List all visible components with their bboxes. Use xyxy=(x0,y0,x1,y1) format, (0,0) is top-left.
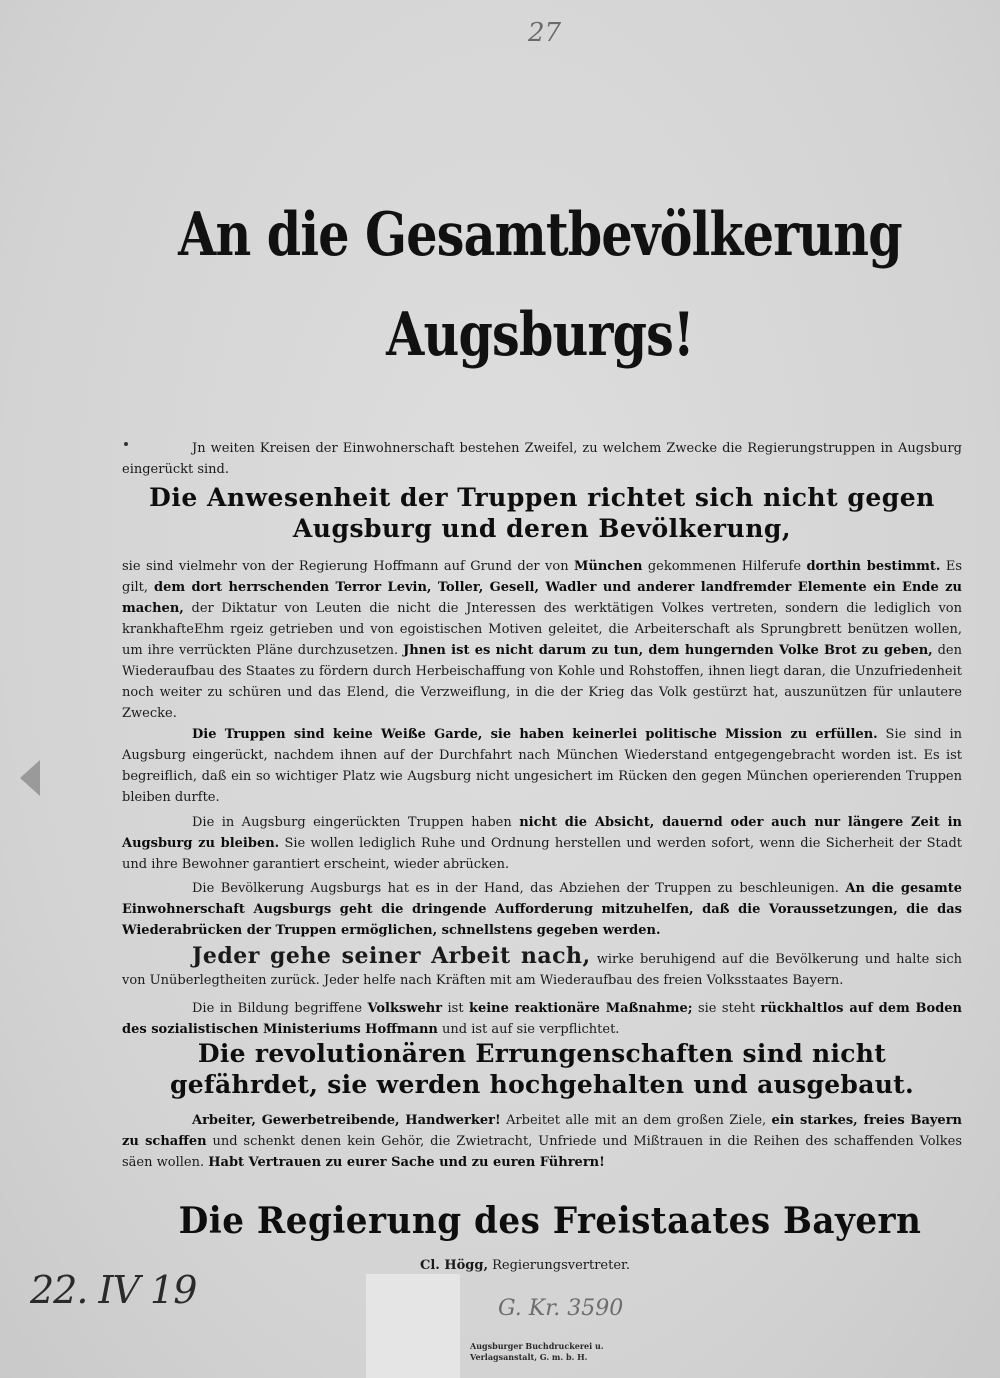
printer-line-2: Verlagsanstalt, G. m. b. H. xyxy=(470,1352,588,1362)
paper-patch xyxy=(366,1274,460,1378)
headline-achievements: Die revolutionären Errungenschaften sind nicht gefährdet, sie werden hochgehalten und ausgebaut. xyxy=(169,1039,915,1099)
paragraph-work: Jeder gehe seiner Arbeit nach, wirke beruhigend auf die Bevölkerung und halte sich von Unüberlegtheiten zurück. Jeder helfe nach Kräften mit am Wiederaufbau des freien Volksstaates Bayern. xyxy=(122,943,962,988)
archive-page-number: 27 xyxy=(528,18,562,48)
printer-line-1: Augsburger Buchdruckerei u. xyxy=(470,1341,604,1351)
paragraph-government: sie sind vielmehr von der Regierung Hoffmann auf Grund der von München gekommenen Hilferufe dorthin bestimmt. Es gilt, dem dort herrschenden Terror Levin, Toller, Gesell, Wadler und anderer landfremder Elemente ein Ende zu machen, der Diktatur von Leuten die nicht die Jnteressen des werktätigen Volkes vertreten, sondern die lediglich von krankhafteEhm rgeiz getrieben und von egoistischen Motiven geleitet, die Arbeiterschaft als Sprungbrett benützen wollen, um ihre verrückten Pläne durchzusetzen. Jhnen ist es nicht darum zu tun, dem hungernden Volke Brot zu geben, den Wiederaufbau des Staates zu fördern durch Herbeischaffung von Kohle und Rohstoffen, ihnen liegt daran, die Unzufriedenheit noch weiter zu schüren und das Elend, die Verzweiflung, in die der Krieg das Volk gestürzt hat, auszunützen für unlautere Zwecke. xyxy=(122,559,962,721)
title-line-2: Augsburgs! xyxy=(386,300,694,370)
paragraph-volkswehr: Die in Bildung begriffene Volkswehr ist keine reaktionäre Maßnahme; sie steht rückhaltlos auf dem Boden des sozialistischen Ministeriums Hoffmann und ist auf sie verpflichtet. xyxy=(122,1001,963,1037)
headline-presence: Die Anwesenheit der Truppen richtet sich nicht gegen Augsburg und deren Bevölkerung, xyxy=(149,483,935,543)
paragraph-white-guard: Die Truppen sind keine Weiße Garde, sie haben keinerlei politische Mission zu erfüllen. Sie sind in Augsburg eingerückt, nachdem ihnen auf der Durchfahrt nach München Wiederstand entgegengebracht worden ist. Es ist begreiflich, daß ein so wichtiger Platz wie Augsburg nicht ungesichert im Rücken den gegen München operierenden Truppen bleiben durfte. xyxy=(122,727,962,805)
paragraph-population: Die Bevölkerung Augsburgs hat es in der Hand, das Abziehen der Truppen zu beschleunigen. An die gesamte Einwohnerschaft Augsburgs geht die dringende Aufforderung mitzuhelfen, daß die Voraussetzungen, die das Wiederabrücken der Truppen ermöglichen, schnellstens gegeben werden. xyxy=(122,881,962,938)
handwritten-date: 22. IV 19 xyxy=(30,1268,197,1312)
title-line-1: An die Gesamtbevölkerung xyxy=(178,200,902,270)
margin-arrow-mark xyxy=(20,760,40,796)
representative-line: Cl. Högg, Regierungsvertreter. xyxy=(420,1258,630,1273)
archive-catalog-mark: G. Kr. 3590 xyxy=(498,1296,624,1321)
paragraph-troops-intent: Die in Augsburg eingerückten Truppen haben nicht die Absicht, dauernd oder auch nur längere Zeit in Augsburg zu bleiben. Sie wollen lediglich Ruhe und Ordnung herstellen und werden sofort, wenn die Sicherheit der Stadt und ihre Bewohner garantiert erscheint, wieder abrücken. xyxy=(122,815,963,872)
printer-imprint xyxy=(470,1341,650,1363)
paragraph-intro: Jn weiten Kreisen der Einwohnerschaft bestehen Zweifel, zu welchem Zwecke die Regierungstruppen in Augsburg eingerückt sind. xyxy=(122,441,962,477)
government-signature: Die Regierung des Freistaates Bayern xyxy=(178,1200,922,1242)
paragraph-workers: Arbeiter, Gewerbetreibende, Handwerker! Arbeitet alle mit an dem großen Ziele, ein starkes, freies Bayern zu schaffen und schenkt denen kein Gehör, die Zwietracht, Unfriede und Mißtrauen in die Reihen des schaffenden Volkes säen wollen. Habt Vertrauen zu eurer Sache und zu euren Führern! xyxy=(122,1113,962,1170)
poster-title xyxy=(171,185,909,385)
